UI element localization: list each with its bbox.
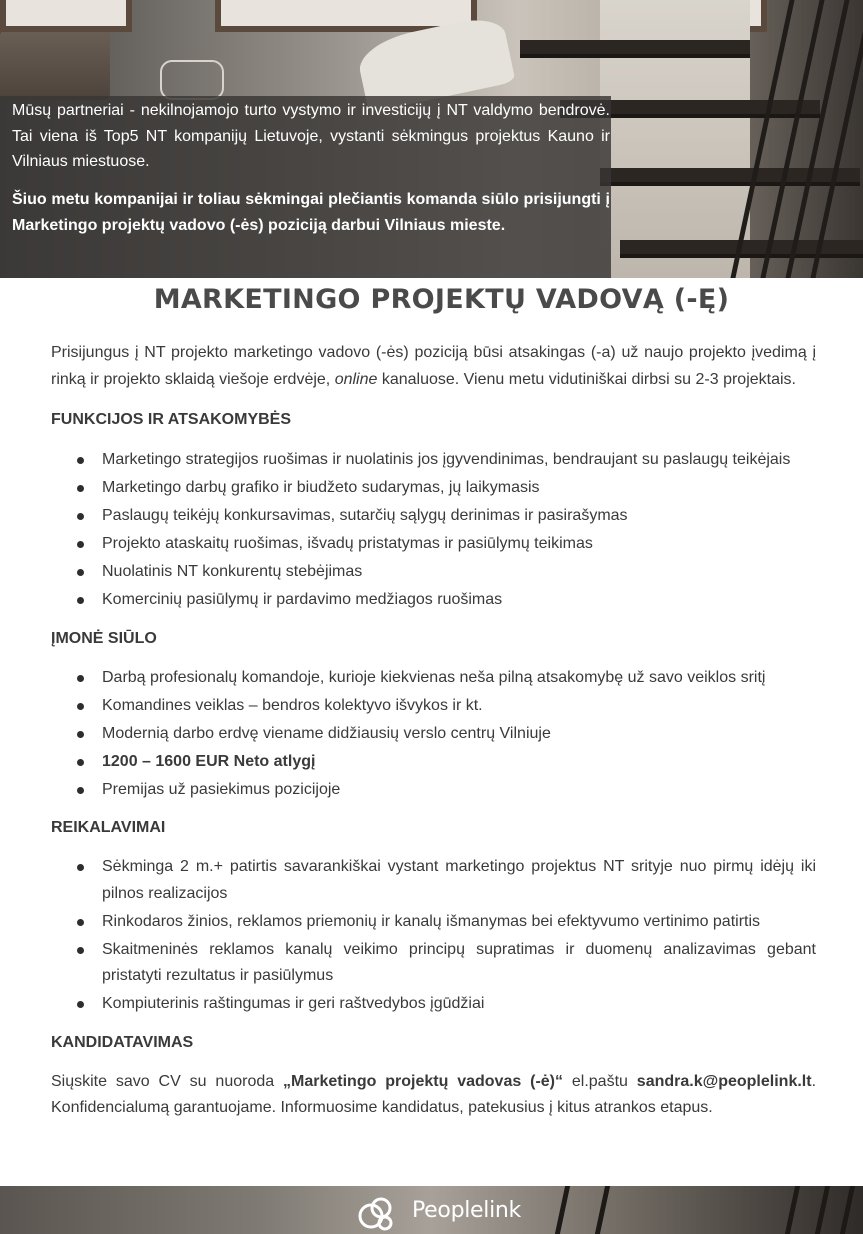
photo-rail: [555, 1186, 570, 1234]
list-item: [51, 559, 816, 586]
photo-stair: [520, 40, 750, 58]
list-item: [51, 447, 816, 474]
intro-overlay: [0, 96, 611, 278]
lead-italic: online: [334, 370, 378, 388]
list-item-text: Modernią darbo erdvę viename didžiausių verslo centrų Vilniuje: [102, 724, 551, 742]
bullet-icon: [77, 569, 84, 576]
bullet-icon: [77, 787, 84, 794]
bullet-icon: [77, 1001, 84, 1008]
list-item-text: Marketingo darbų grafiko ir biudžeto sudarymas, jų laikymasis: [102, 479, 540, 496]
list-item: [51, 475, 816, 502]
bullet-icon: [77, 541, 84, 548]
list-item: [51, 854, 816, 907]
list-item: [51, 587, 816, 614]
photo-rail: [815, 1186, 830, 1234]
list-item: [51, 503, 816, 530]
peoplelink-logo: [356, 1190, 521, 1234]
bullet-icon: [77, 703, 84, 710]
bullet-icon: [77, 731, 84, 738]
list-item-text: Komandines veiklas – bendros kolektyvo išvykos ir kt.: [102, 696, 483, 714]
list-item-text: Projekto ataskaitų ruošimas, išvadų pristatymas ir pasiūlymų teikimas: [102, 535, 593, 552]
list-item: [51, 721, 816, 748]
apply-text: Siųskite savo CV su nuoroda: [51, 1072, 284, 1090]
list-item-text: Premijas už pasiekimus pozicijoje: [102, 780, 341, 798]
list-item: [51, 991, 816, 1018]
bullet-icon: [77, 675, 84, 682]
list-item: [51, 909, 816, 936]
list-item-text: Darbą profesionalų komandoje, kurioje kiekvienas neša pilną atsakomybę už savo veiklos sritį: [102, 668, 766, 686]
list-item-text: Marketingo strategijos ruošimas ir nuolatinis jos įgyvendinimas, bendraujant su paslaugų teikėjais: [102, 451, 791, 468]
photo-stair: [600, 168, 860, 186]
photo-lamp: [160, 60, 224, 100]
section-heading-functions: FUNKCIJOS IR ATSAKOMYBĖS: [51, 411, 292, 428]
lead-text: kanaluose. Vienu metu vidutiniškai dirbsi su 2-3 projektais.: [377, 370, 796, 388]
offer-list: [51, 665, 816, 804]
lead-text: Prisijungus į NT projekto marketingo vadovo (-ės) poziciją būsi atsakingas (-a) už naujo projekto įvedimą į rinką ir projekto sklaidą viešoje erdvėje,: [51, 344, 816, 388]
peoplelink-logo-icon: [356, 1194, 400, 1232]
lead-paragraph: [51, 340, 816, 393]
bullet-icon: [77, 485, 84, 492]
list-item-text: Komercinių pasiūlymų ir pardavimo medžiagos ruošimas: [102, 591, 503, 608]
photo-window: [0, 0, 132, 32]
bullet-icon: [77, 864, 84, 871]
apply-paragraph: [51, 1069, 816, 1122]
salary-text: 1200 – 1600 EUR Neto atlygį: [102, 752, 316, 770]
photo-rail: [595, 1186, 610, 1234]
apply-email-link[interactable]: sandra.k@peoplelink.lt: [636, 1072, 812, 1090]
section-heading-requirements: REIKALAVIMAI: [51, 819, 166, 836]
intro-paragraph-1: Mūsų partneriai - nekilnojamojo turto vystymo ir investicijų į NT valdymo bendrovė. Tai viena iš Top5 NT kompanijų Lietuvoje, vystanti sėkmingus projektus Kauno ir Vilniaus miestuose.: [12, 102, 610, 170]
apply-text: el.paštu: [563, 1072, 637, 1090]
list-item-text: Nuolatinis NT konkurentų stebėjimas: [102, 563, 363, 580]
list-item: [51, 777, 816, 804]
list-item-text: Rinkodaros žinios, reklamos priemonių ir kanalų išmanymas bei efektyvumo vertinimo patirtis: [102, 912, 761, 930]
list-item-text: Paslaugų teikėjų konkursavimas, sutarčių sąlygų derinimas ir pasirašymas: [102, 507, 628, 524]
logo-name: Peoplelink: [412, 1198, 521, 1223]
bullet-icon: [77, 513, 84, 520]
page-title: MARKETINGO PROJEKTŲ VADOVĄ (-Ę): [153, 284, 730, 315]
functions-list: [51, 447, 816, 614]
bullet-icon: [77, 919, 84, 926]
apply-reference: „Marketingo projektų vadovas (-ė)“: [283, 1072, 564, 1090]
photo-rail: [840, 1186, 855, 1234]
list-item: [51, 749, 816, 776]
apply-text: . Konfidencialumą garantuojame. Informuosime kandidatus, patekusius į kitus atrankos etapus.: [51, 1072, 817, 1116]
photo-sofa: [0, 30, 110, 100]
main-content: [51, 340, 816, 1122]
photo-rail: [785, 1186, 800, 1234]
bullet-icon: [77, 597, 84, 604]
list-item: [51, 937, 816, 990]
bullet-icon: [77, 947, 84, 954]
bullet-icon: [77, 759, 84, 766]
header-photo: [0, 0, 863, 278]
intro-paragraph-2: Šiuo metu kompanijai ir toliau sėkmingai plečiantis komanda siūlo prisijungti į Marketingo projektų vadovo (-ės) poziciją darbui Vilniaus mieste.: [12, 191, 610, 234]
list-item: [51, 693, 816, 720]
list-item-text: Sėkminga 2 m.+ patirtis savarankiškai vystant marketingo projektus NT srityje nuo pirmų idėjų iki pilnos realizacijos: [102, 858, 816, 902]
section-heading-offer: ĮMONĖ SIŪLO: [51, 629, 157, 647]
requirements-list: [51, 854, 816, 1018]
list-item-text: Skaitmeninės reklamos kanalų veikimo principų supratimas ir duomenų analizavimas gebant pristatyti rezultatus ir pasiūlymus: [102, 940, 816, 984]
bullet-icon: [77, 457, 84, 464]
section-heading-apply: KANDIDATAVIMAS: [51, 1033, 194, 1051]
list-item-text: Kompiuterinis raštingumas ir geri raštvedybos įgūdžiai: [102, 995, 485, 1012]
list-item: [51, 665, 816, 692]
list-item: [51, 531, 816, 558]
